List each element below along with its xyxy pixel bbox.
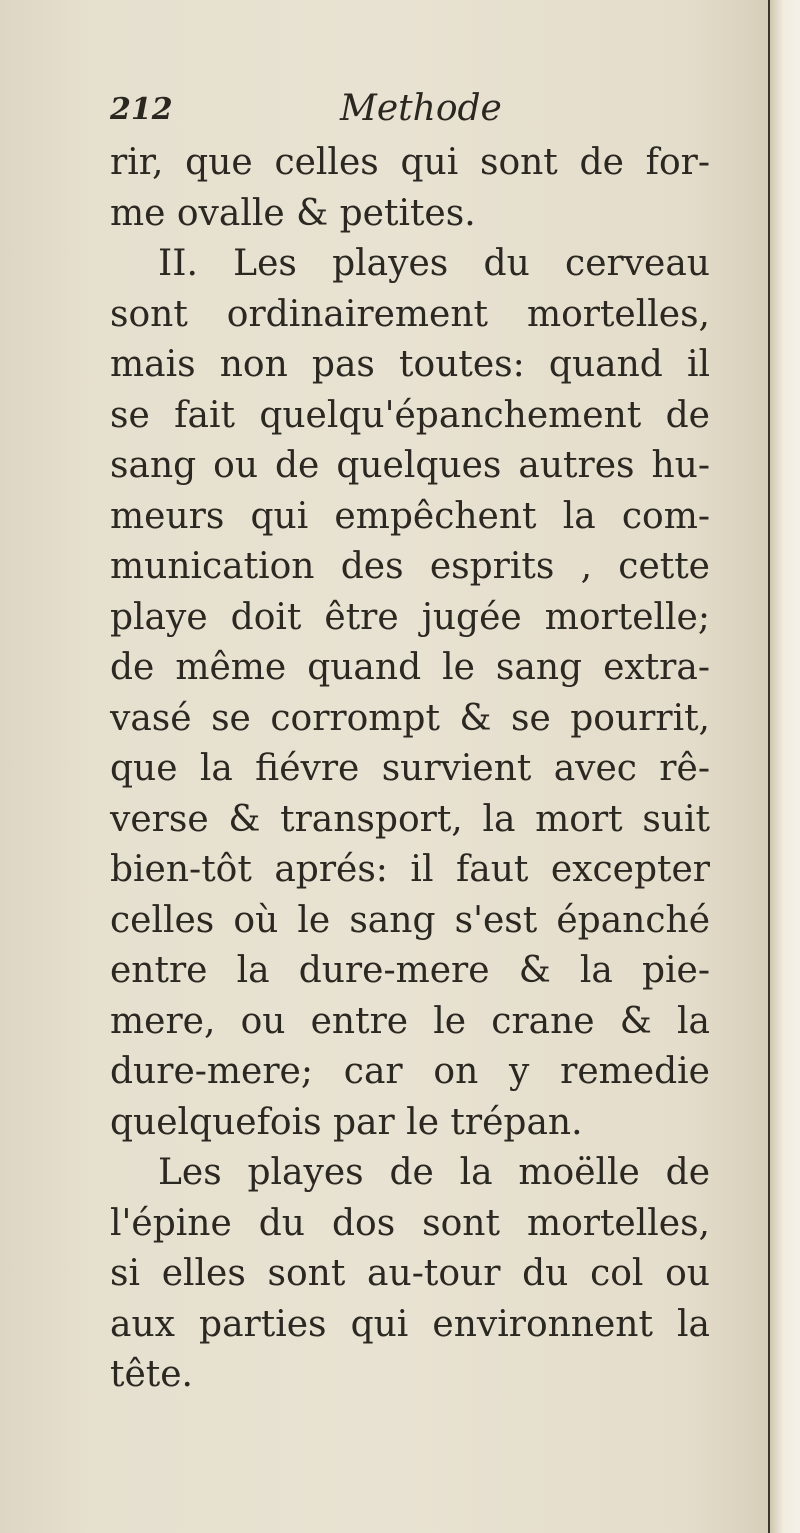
text-line: se fait quelqu'épanchement de	[110, 394, 710, 436]
text-line: munication des esprits , cette	[110, 546, 710, 587]
running-title: Methode	[340, 88, 502, 129]
text-line: que la fiévre survient avec rê-	[110, 748, 710, 789]
text-line: II. Les playes du cerveau	[158, 243, 710, 284]
text-line: mais non pas toutes: quand il	[110, 344, 710, 385]
text-line: verse & transport, la mort suit	[110, 798, 710, 840]
text-line: vasé se corrompt & se pourrit,	[110, 697, 710, 739]
text-line: Les playes de la moëlle de	[158, 1152, 710, 1193]
text-line: l'épine du dos sont mortelles,	[110, 1202, 710, 1244]
text-line: sont ordinairement mortelles,	[110, 293, 710, 335]
page-gutter	[768, 0, 800, 1533]
page-number: 212	[110, 92, 173, 127]
text-line: mere, ou entre le crane & la	[110, 1000, 710, 1042]
text-line: aux parties qui environnent la	[110, 1303, 710, 1345]
text-line: meurs qui empêchent la com-	[110, 495, 710, 537]
text-line: me ovalle & petites.	[110, 192, 476, 234]
text-line: bien-tôt aprés: il faut excepter	[110, 849, 710, 890]
text-line: quelquefois par le trépan.	[110, 1101, 583, 1143]
text-line: rir, que celles qui sont de for-	[110, 142, 710, 183]
text-line: playe doit être jugée mortelle;	[110, 596, 710, 638]
text-line: dure-mere; car on y remedie	[110, 1051, 710, 1092]
text-line: de même quand le sang extra-	[110, 647, 710, 688]
text-line: entre la dure-mere & la pie-	[110, 950, 710, 991]
page-header	[110, 86, 710, 134]
text-line: celles où le sang s'est épanché	[110, 899, 710, 941]
text-line: tête.	[110, 1354, 193, 1395]
text-line: sang ou de quelques autres hu-	[110, 445, 710, 486]
body-text	[110, 138, 710, 1401]
text-line: si elles sont au-tour du col ou	[110, 1253, 710, 1294]
